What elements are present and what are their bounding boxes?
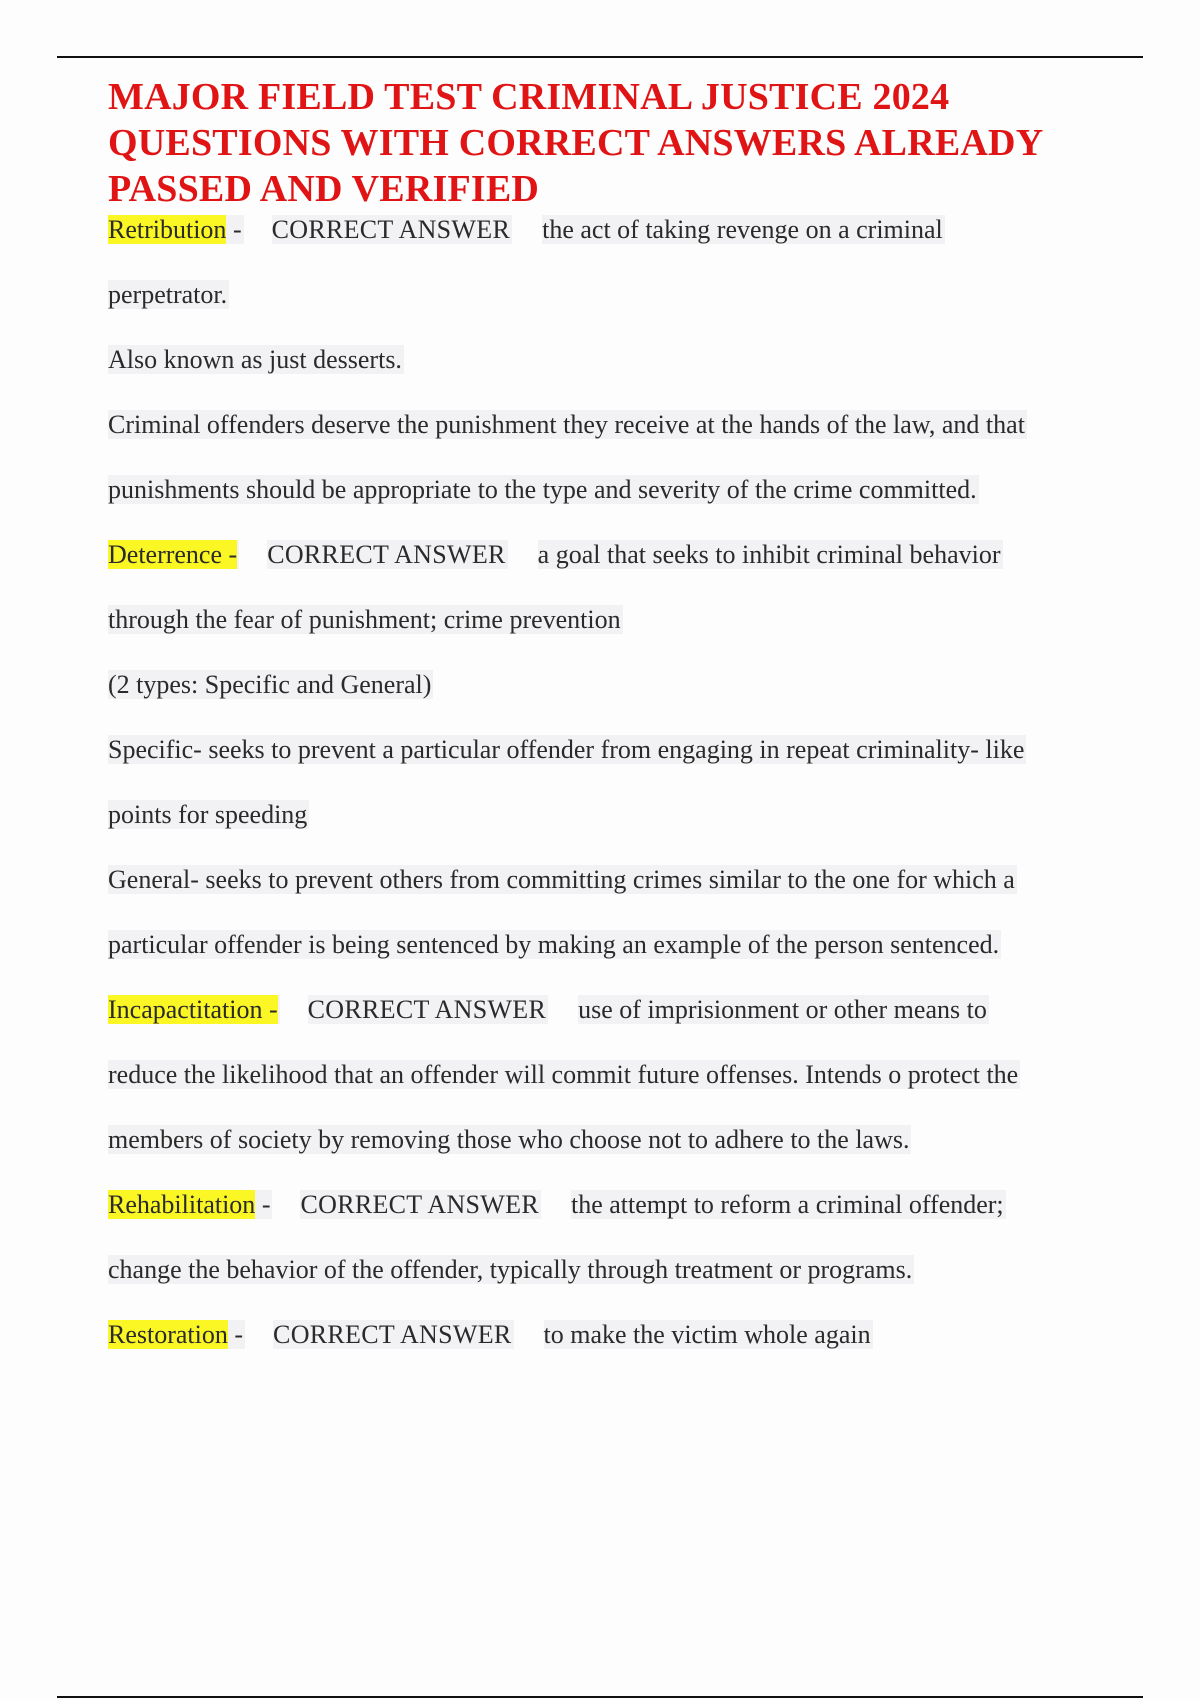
answer-line-text: points for speeding xyxy=(108,800,308,829)
term-separator: - xyxy=(227,1320,244,1349)
answer-line-text: perpetrator. xyxy=(108,280,228,309)
answer-line xyxy=(108,730,1118,795)
page-title: MAJOR FIELD TEST CRIMINAL JUSTICE 2024 QUESTIONS WITH CORRECT ANSWERS ALREADY PASSED AND VERIFIED xyxy=(108,76,1042,210)
highlighted-term: Restoration xyxy=(108,1320,228,1349)
answer-text: use of imprisionment or other means to xyxy=(578,995,987,1024)
answer-text: a goal that seeks to inhibit criminal behavior xyxy=(537,540,1001,569)
answer-line xyxy=(108,405,1118,470)
answer-line xyxy=(108,1120,1118,1185)
answer-line-text: Criminal offenders deserve the punishment they receive at the hands of the law, and that xyxy=(108,410,1025,439)
bottom-rule xyxy=(57,1696,1143,1698)
term-separator: - xyxy=(226,215,242,244)
answer-line xyxy=(108,1250,1118,1315)
qa-content xyxy=(108,210,1118,1380)
correct-answer-label: CORRECT ANSWER xyxy=(307,995,547,1024)
correct-answer-label: CORRECT ANSWER xyxy=(273,1320,512,1349)
highlighted-term: Deterrence - xyxy=(108,540,238,569)
answer-line-text: (2 types: Specific and General) xyxy=(108,670,432,699)
top-rule xyxy=(57,56,1143,58)
qa-term-line xyxy=(108,990,1118,1055)
answer-line xyxy=(108,860,1118,925)
answer-line-text: reduce the likelihood that an offender will commit future offenses. Intends o protect the xyxy=(108,1060,1019,1089)
correct-answer-label: CORRECT ANSWER xyxy=(271,215,511,244)
answer-text: the attempt to reform a criminal offender; xyxy=(570,1190,1004,1219)
term-separator xyxy=(278,995,280,1024)
highlighted-term: Retribution xyxy=(108,215,227,244)
answer-line xyxy=(108,665,1118,730)
answer-text: to make the victim whole again xyxy=(543,1320,871,1349)
qa-term-line xyxy=(108,210,1118,275)
answer-line-text: Also known as just desserts. xyxy=(108,345,402,374)
answer-line-text: punishments should be appropriate to the type and severity of the crime committed. xyxy=(108,475,977,504)
answer-line-text: General- seeks to prevent others from committing crimes similar to the one for which a xyxy=(108,865,1015,894)
answer-line-text: change the behavior of the offender, typically through treatment or programs. xyxy=(108,1255,913,1284)
answer-line xyxy=(108,1055,1118,1120)
answer-line-text: particular offender is being sentenced by making an example of the person sentenced. xyxy=(108,930,1000,959)
answer-line-text: through the fear of punishment; crime prevention xyxy=(108,605,621,634)
qa-term-line xyxy=(108,535,1118,600)
answer-text: the act of taking revenge on a criminal xyxy=(542,215,943,244)
answer-line xyxy=(108,600,1118,665)
qa-term-line xyxy=(108,1185,1118,1250)
term-separator: - xyxy=(255,1190,271,1219)
correct-answer-label: CORRECT ANSWER xyxy=(267,540,506,569)
answer-line xyxy=(108,275,1118,340)
highlighted-term: Rehabilitation xyxy=(108,1190,256,1219)
qa-term-line xyxy=(108,1315,1118,1380)
highlighted-term: Incapactitation - xyxy=(108,995,278,1024)
answer-line xyxy=(108,340,1118,405)
term-separator xyxy=(237,540,239,569)
correct-answer-label: CORRECT ANSWER xyxy=(300,1190,539,1219)
answer-line xyxy=(108,925,1118,990)
answer-line-text: members of society by removing those who choose not to adhere to the laws. xyxy=(108,1125,910,1154)
answer-line-text: Specific- seeks to prevent a particular offender from engaging in repeat criminality- like xyxy=(108,735,1025,764)
answer-line xyxy=(108,795,1118,860)
answer-line xyxy=(108,470,1118,535)
